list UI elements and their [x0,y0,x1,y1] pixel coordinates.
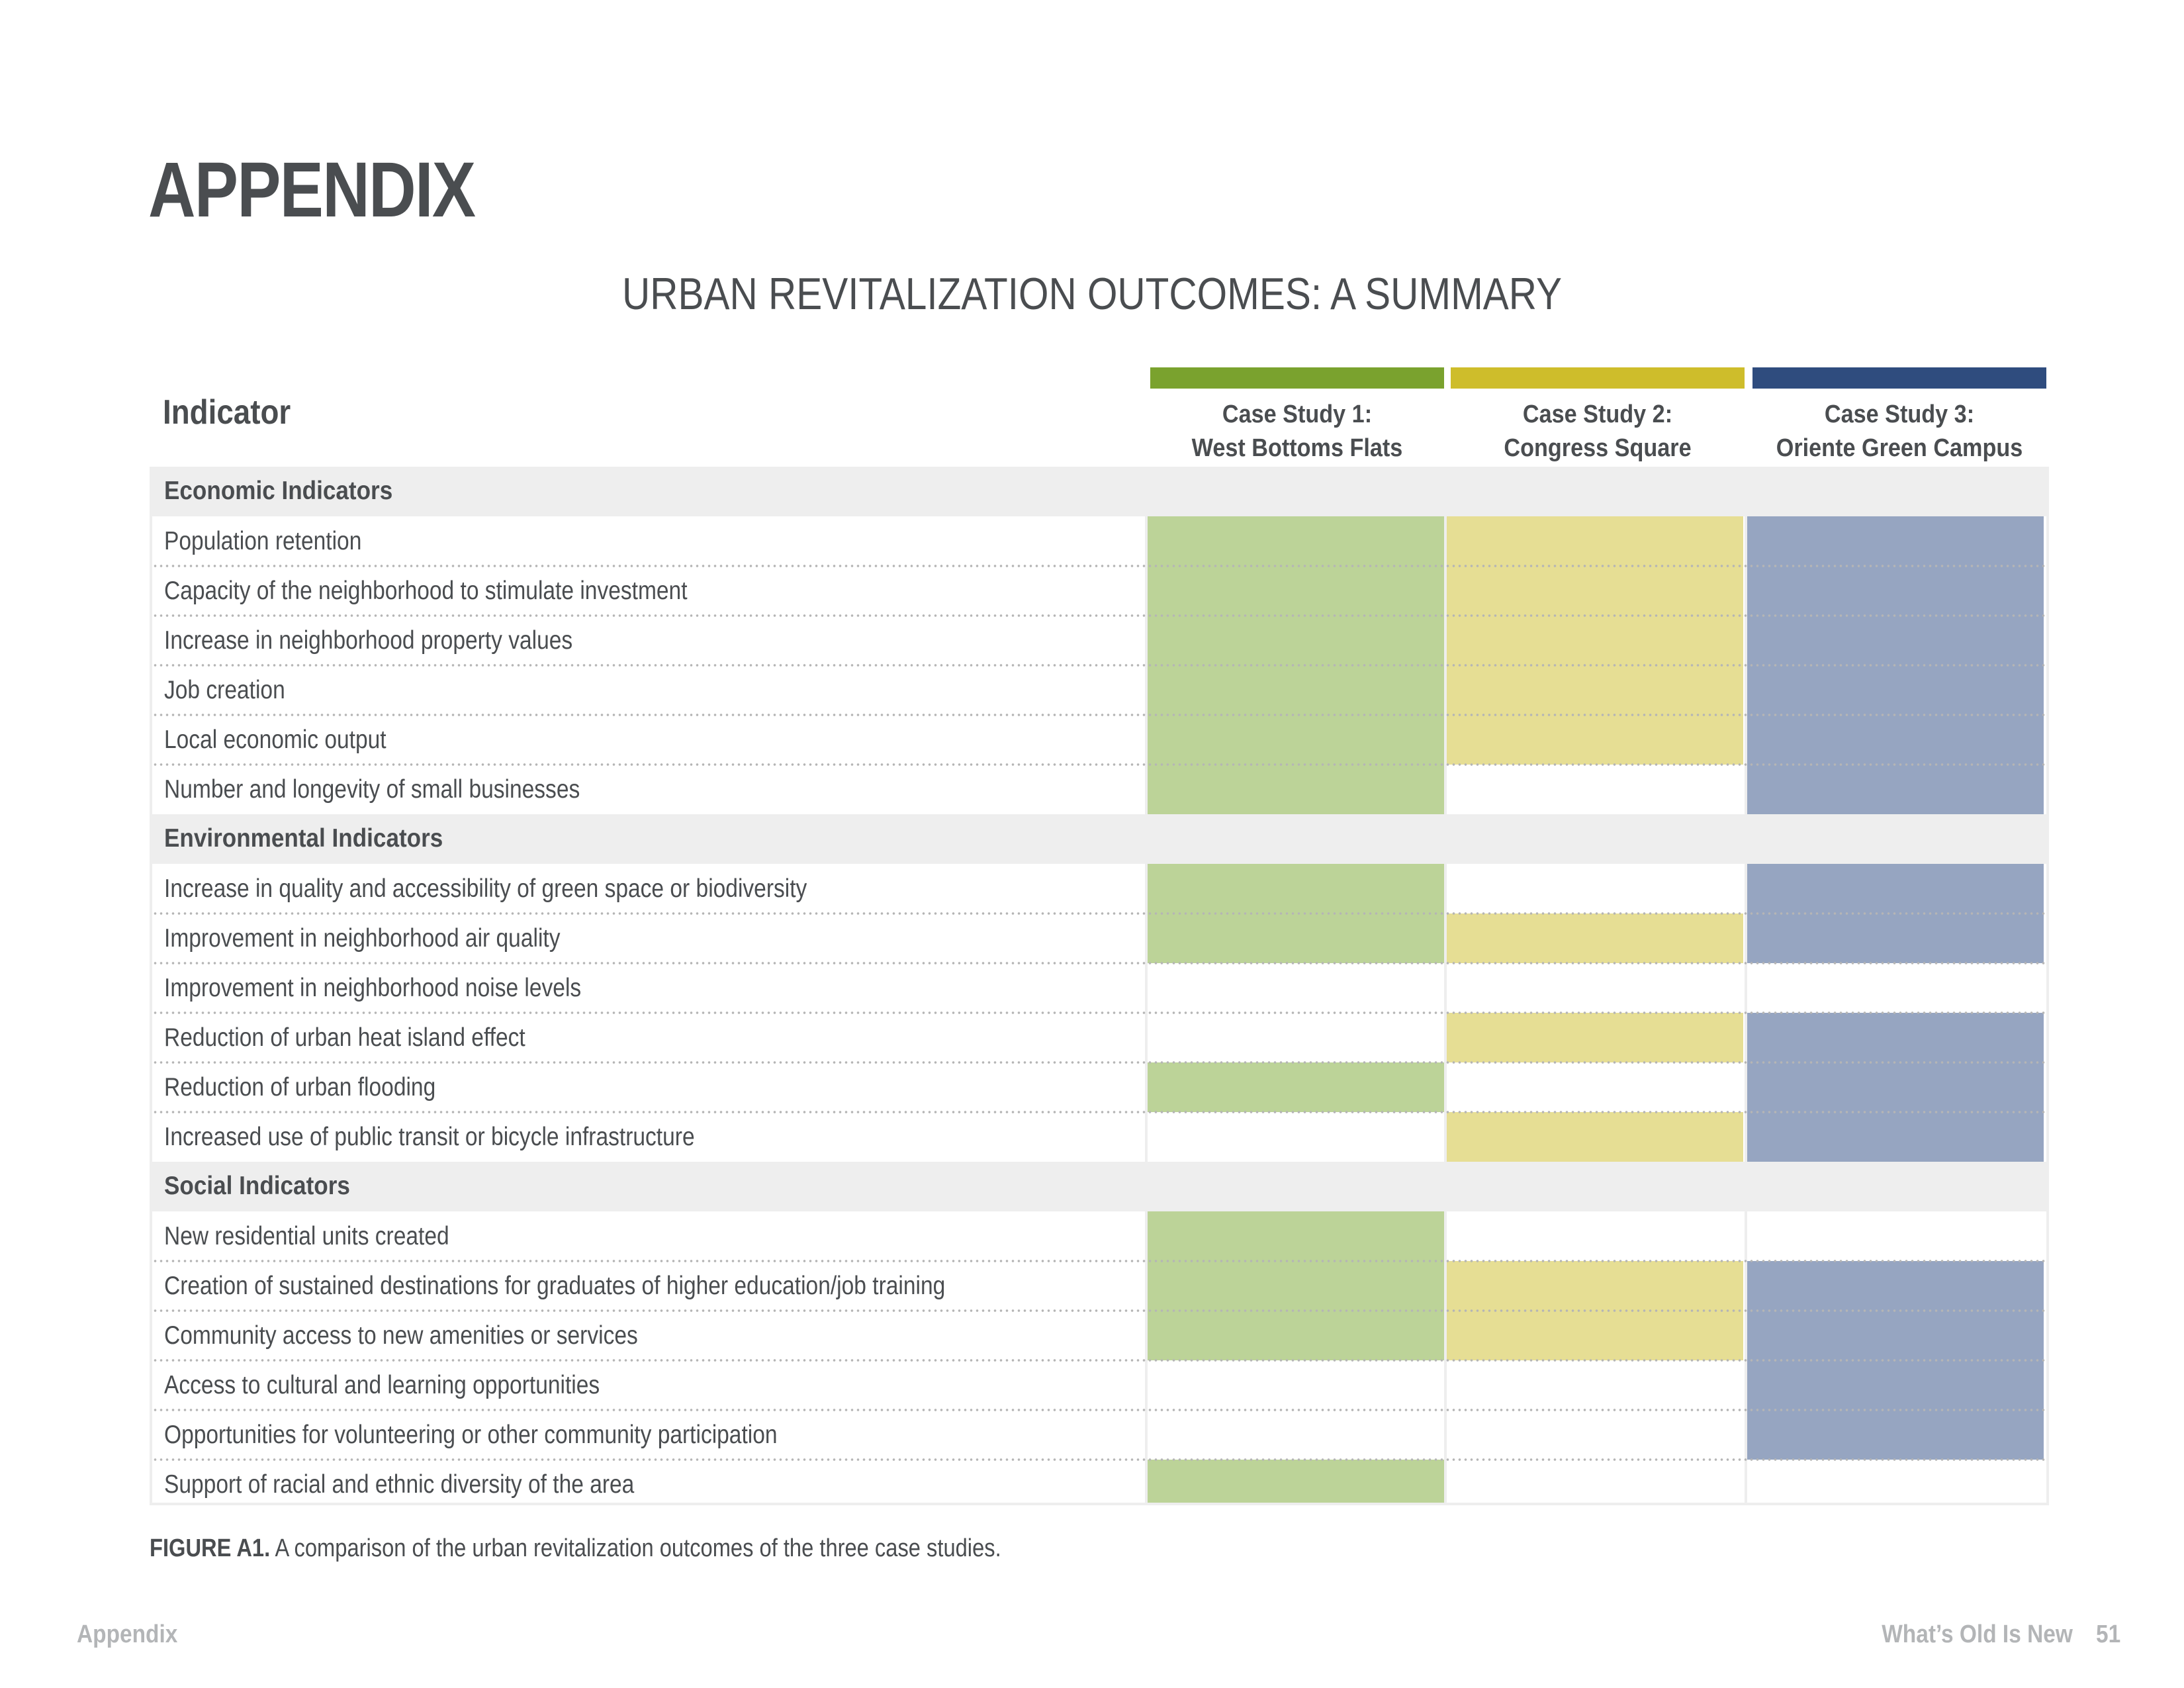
table-row [152,1062,2046,1112]
outcome-cell-case-study-3 [1747,963,2044,1013]
outcome-cell-case-study-2 [1447,765,1743,814]
case-study-2-color-bar [1451,367,1745,389]
footer-publication-title: What’s Old Is New [1881,1620,2073,1648]
outcome-cell-case-study-3 [1747,616,2044,665]
outcome-cell-case-study-3 [1747,1211,2044,1261]
table-row [152,616,2046,665]
outcome-cell-case-study-3 [1747,1311,2044,1360]
outcomes-table [150,367,2049,1505]
page-title: APPENDIX [148,146,475,234]
outcome-cell-case-study-1 [1148,914,1444,963]
indicator-label: New residential units created [164,1222,449,1250]
table-row [152,1211,2046,1261]
outcome-cell-case-study-2 [1447,715,1743,765]
outcome-cell-case-study-2 [1447,1410,1743,1460]
outcome-cell-case-study-3 [1747,715,2044,765]
figure-caption-text: A comparison of the urban revitalization outcomes of the three case studies. [270,1534,1001,1562]
case-study-3-label: Case Study 3: Oriente Green Campus [1776,400,2023,462]
indicator-label: Increase in neighborhood property values [164,626,573,655]
indicator-label: Reduction of urban heat island effect [164,1023,525,1052]
table-row [152,963,2046,1013]
outcome-cell-case-study-2 [1447,1261,1743,1311]
outcome-cell-case-study-2 [1447,566,1743,616]
case-study-1-label: Case Study 1: West Bottoms Flats [1191,400,1403,462]
indicator-label: Increased use of public transit or bicycle infrastructure [164,1123,695,1151]
table-row [152,1311,2046,1360]
case-study-1-header [1150,367,1444,465]
outcome-cell-case-study-1 [1148,963,1444,1013]
indicator-label: Access to cultural and learning opportunities [164,1371,600,1399]
indicator-label: Opportunities for volunteering or other community participation [164,1421,778,1449]
table-row [152,1112,2046,1162]
outcome-cell-case-study-1 [1148,665,1444,715]
outcome-cell-case-study-3 [1747,864,2044,914]
outcome-cell-case-study-3 [1747,1261,2044,1311]
section-header-row [152,1162,2046,1211]
indicator-label: Reduction of urban flooding [164,1073,436,1102]
indicator-column-heading: Indicator [163,393,291,432]
outcome-cell-case-study-1 [1148,864,1444,914]
figure-label: FIGURE A1. [150,1534,271,1562]
indicator-label: Support of racial and ethnic diversity of the area [164,1470,635,1499]
footer-section-name: Appendix [77,1620,178,1648]
table-row [152,566,2046,616]
footer-right [1882,1622,2120,1647]
outcome-cell-case-study-3 [1747,566,2044,616]
indicator-label: Improvement in neighborhood air quality [164,924,561,953]
outcome-cell-case-study-2 [1447,963,1743,1013]
case-study-3-header [1752,367,2046,465]
indicator-label: Population retention [164,527,362,555]
section-label: Social Indicators [164,1172,350,1200]
table-row [152,516,2046,566]
table-row [152,914,2046,963]
indicator-label: Job creation [164,676,285,704]
table-row [152,864,2046,914]
indicator-label: Increase in quality and accessibility of green space or biodiversity [164,874,807,903]
outcome-cell-case-study-2 [1447,864,1743,914]
outcome-cell-case-study-3 [1747,1062,2044,1112]
outcome-cell-case-study-2 [1447,616,1743,665]
outcome-cell-case-study-2 [1447,1062,1743,1112]
indicator-label: Number and longevity of small businesses [164,775,580,804]
table-row [152,1410,2046,1460]
outcome-cell-case-study-2 [1447,1460,1743,1503]
section-label: Environmental Indicators [164,824,443,853]
outcome-cell-case-study-3 [1747,1112,2044,1162]
indicator-label: Capacity of the neighborhood to stimulate investment [164,577,688,605]
outcome-cell-case-study-2 [1447,1013,1743,1062]
indicator-label: Creation of sustained destinations for graduates of higher education/job training [164,1272,946,1300]
section-header-row [152,814,2046,864]
section-label: Economic Indicators [164,477,393,505]
outcome-cell-case-study-1 [1148,1261,1444,1311]
outcome-cell-case-study-3 [1747,765,2044,814]
outcome-cell-case-study-1 [1148,1360,1444,1410]
table-row [152,765,2046,814]
outcome-cell-case-study-1 [1148,715,1444,765]
outcome-cell-case-study-2 [1447,1112,1743,1162]
indicator-label: Local economic output [164,726,387,754]
table-row [152,1460,2046,1503]
outcome-cell-case-study-1 [1148,566,1444,616]
section-header-row [152,467,2046,516]
table-row [152,665,2046,715]
outcome-cell-case-study-3 [1747,665,2044,715]
case-study-3-color-bar [1752,367,2046,389]
outcome-cell-case-study-2 [1447,914,1743,963]
outcome-cell-case-study-1 [1148,1311,1444,1360]
outcome-cell-case-study-2 [1447,1211,1743,1261]
table-row [152,1013,2046,1062]
table-row [152,1360,2046,1410]
case-study-2-label: Case Study 2: Congress Square [1504,400,1692,462]
outcome-cell-case-study-2 [1447,1311,1743,1360]
outcome-cell-case-study-1 [1148,616,1444,665]
outcome-cell-case-study-1 [1148,1211,1444,1261]
summary-title: URBAN REVITALIZATION OUTCOMES: A SUMMARY [622,269,1562,319]
outcome-cell-case-study-1 [1148,516,1444,566]
outcome-cell-case-study-3 [1747,1460,2044,1503]
outcome-cell-case-study-3 [1747,516,2044,566]
outcome-cell-case-study-1 [1148,1460,1444,1503]
outcome-cell-case-study-1 [1148,1112,1444,1162]
case-study-1-color-bar [1150,367,1444,389]
case-study-2-header [1451,367,1745,465]
outcome-cell-case-study-3 [1747,1410,2044,1460]
table-row [152,715,2046,765]
table-body [150,467,2049,1505]
outcome-cell-case-study-1 [1148,1062,1444,1112]
table-row [152,1261,2046,1311]
table-header [150,367,2049,467]
figure-caption [150,1536,1001,1561]
outcome-cell-case-study-1 [1148,765,1444,814]
indicator-label: Improvement in neighborhood noise levels [164,974,582,1002]
outcome-cell-case-study-1 [1148,1410,1444,1460]
outcome-cell-case-study-3 [1747,1013,2044,1062]
outcome-cell-case-study-3 [1747,1360,2044,1410]
outcome-cell-case-study-2 [1447,1360,1743,1410]
outcome-cell-case-study-1 [1148,1013,1444,1062]
outcome-cell-case-study-2 [1447,665,1743,715]
outcome-cell-case-study-3 [1747,914,2044,963]
indicator-label: Community access to new amenities or services [164,1321,638,1350]
outcome-cell-case-study-2 [1447,516,1743,566]
page-number: 51 [2095,1620,2120,1648]
